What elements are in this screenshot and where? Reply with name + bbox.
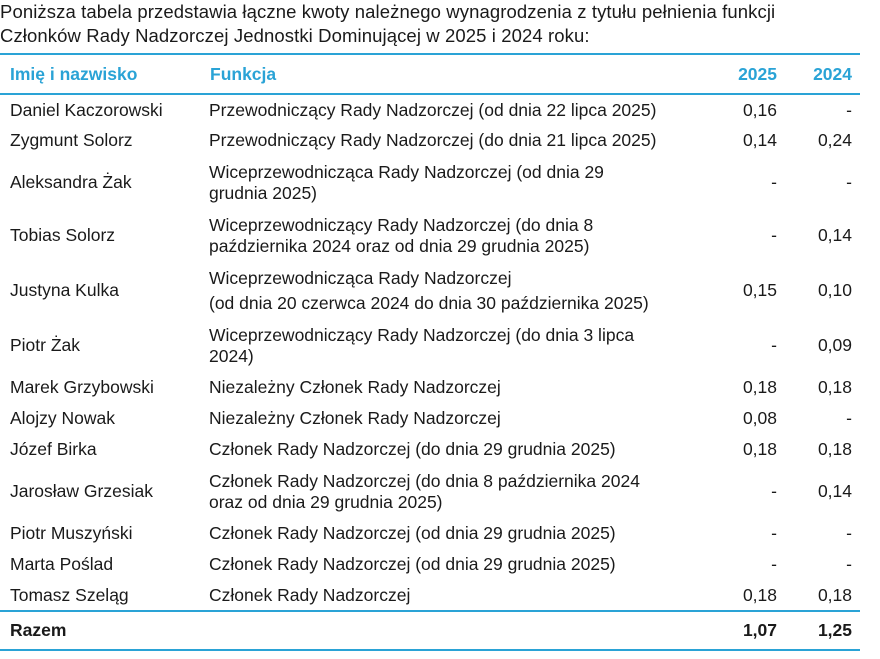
function-line-1: Członek Rady Nadzorczej (do dnia 29 grudnia 2025) (209, 439, 616, 459)
member-name: Marek Grzybowski (10, 377, 154, 397)
table-row (0, 403, 860, 434)
member-function (200, 403, 721, 434)
table-row (0, 319, 860, 372)
value-2024: - (846, 554, 852, 574)
function-line-1: Wiceprzewodniczący Rady Nadzorczej (do dnia 8 (209, 214, 594, 235)
value-2024: 0,14 (817, 225, 852, 245)
member-name: Aleksandra Żak (10, 172, 132, 192)
member-name: Tomasz Szeląg (10, 584, 129, 605)
function-line-1: Niezależny Członek Rady Nadzorczej (209, 377, 501, 397)
member-name: Jarosław Grzesiak (10, 481, 153, 501)
value-2024: - (846, 408, 852, 428)
value-2025: - (771, 554, 777, 574)
value-2025: - (771, 481, 777, 501)
value-2025: 0,15 (742, 280, 777, 300)
value-2025: - (771, 172, 777, 192)
function-line-1: Wiceprzewodnicząca Rady Nadzorczej (od dnia 29 (209, 161, 604, 182)
intro-paragraph (0, 0, 880, 48)
total-label: Razem (0, 611, 200, 650)
function-line-1: Niezależny Członek Rady Nadzorczej (209, 408, 501, 428)
member-name: Alojzy Nowak (10, 408, 116, 428)
value-2025: 0,16 (742, 99, 777, 120)
function-line-1: Członek Rady Nadzorczej (do dnia 8 października 2024 (209, 470, 640, 491)
table-row (0, 434, 860, 465)
total-2024: 1,25 (785, 611, 860, 650)
member-function (200, 94, 721, 125)
member-name: Daniel Kaczorowski (10, 99, 163, 120)
value-2024: - (846, 172, 852, 192)
table-row (0, 580, 860, 611)
value-2024: 0,24 (817, 130, 852, 150)
value-2025: - (771, 225, 777, 245)
value-2024: 0,10 (817, 280, 852, 300)
header-row (0, 54, 860, 94)
header-2024: 2024 (785, 54, 860, 94)
member-name: Piotr Muszyński (10, 523, 133, 543)
table-row (0, 262, 860, 319)
total-empty (200, 611, 721, 650)
remuneration-table (0, 53, 860, 651)
function-line-2: (od dnia 20 czerwca 2024 do dnia 30 października 2025) (209, 292, 649, 313)
member-name: Marta Poślad (10, 554, 114, 574)
function-line-1: Wiceprzewodnicząca Rady Nadzorczej (209, 267, 512, 288)
header-name: Imię i nazwisko (0, 54, 200, 94)
member-function (200, 156, 721, 209)
function-line-2: grudnia 2025) (209, 182, 317, 203)
table-header (0, 54, 860, 94)
value-2024: 0,18 (817, 439, 852, 459)
value-2024: 0,14 (817, 481, 852, 501)
member-function (200, 125, 721, 156)
value-2025: - (771, 523, 777, 543)
function-line-2: października 2024 oraz od dnia 29 grudnia 2025) (209, 235, 590, 256)
table-row (0, 372, 860, 403)
member-function (200, 518, 721, 549)
intro-line-1: Poniższa tabela przedstawia łączne kwoty należnego wynagrodzenia z tytułu pełnienia funkcji (0, 1, 776, 22)
total-row (0, 611, 860, 650)
value-2024: - (846, 99, 852, 120)
member-function (200, 262, 721, 319)
member-name: Zygmunt Solorz (10, 130, 133, 150)
table-row (0, 209, 860, 262)
table-row (0, 518, 860, 549)
function-line-2: oraz od dnia 29 grudnia 2025) (209, 491, 443, 512)
value-2025: 0,08 (742, 408, 777, 428)
function-line-1: Przewodniczący Rady Nadzorczej (do dnia 21 lipca 2025) (209, 130, 657, 150)
member-function (200, 549, 721, 580)
member-function (200, 580, 721, 611)
member-name: Justyna Kulka (10, 280, 119, 300)
value-2024: 0,18 (817, 377, 852, 397)
header-2025: 2025 (721, 54, 785, 94)
value-2025: 0,18 (742, 439, 777, 459)
table-row (0, 94, 860, 125)
intro-line-2: Członków Rady Nadzorczej Jednostki Dominującej w 2025 i 2024 roku: (0, 25, 590, 46)
header-function: Funkcja (200, 54, 721, 94)
value-2025: 0,18 (742, 584, 777, 605)
member-function (200, 465, 721, 518)
value-2024: - (846, 523, 852, 543)
member-name: Józef Birka (10, 439, 97, 459)
member-name: Piotr Żak (10, 335, 81, 355)
member-function (200, 372, 721, 403)
function-line-1: Członek Rady Nadzorczej (od dnia 29 grudnia 2025) (209, 554, 616, 574)
total-2025: 1,07 (721, 611, 785, 650)
value-2025: 0,14 (742, 130, 777, 150)
table-row (0, 125, 860, 156)
table-row (0, 549, 860, 580)
function-line-1: Wiceprzewodniczący Rady Nadzorczej (do dnia 3 lipca (209, 324, 635, 345)
value-2025: 0,18 (742, 377, 777, 397)
function-line-1: Przewodniczący Rady Nadzorczej (od dnia 22 lipca 2025) (209, 99, 657, 120)
function-line-1: Członek Rady Nadzorczej (209, 584, 411, 605)
table-footer (0, 611, 860, 650)
member-name: Tobias Solorz (10, 225, 116, 245)
table-row (0, 465, 860, 518)
value-2024: 0,09 (817, 335, 852, 355)
function-line-1: Członek Rady Nadzorczej (od dnia 29 grudnia 2025) (209, 523, 616, 543)
table-body (0, 94, 860, 611)
value-2025: - (771, 335, 777, 355)
table-row (0, 156, 860, 209)
member-function (200, 209, 721, 262)
member-function (200, 434, 721, 465)
function-line-2: 2024) (209, 345, 254, 366)
member-function (200, 319, 721, 372)
value-2024: 0,18 (817, 584, 852, 605)
